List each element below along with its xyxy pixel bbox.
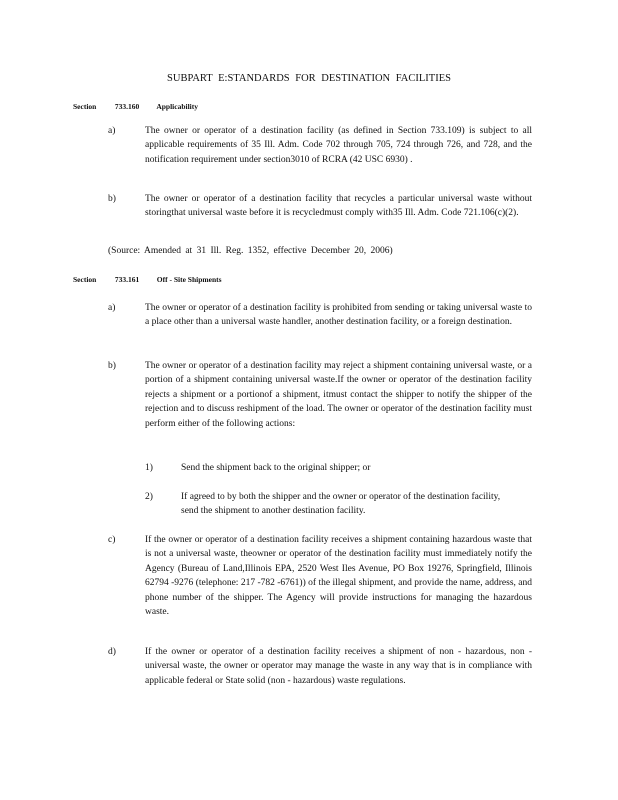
paragraph-marker: b): [108, 194, 116, 204]
paragraph-text: If the owner or operator of a destination facility receives a shipment of non - hazardous, non -universal waste, the owner or operator may manage the waste in any way that is in compliance with applicable federal or State solid (non - hazardous) waste regulations.: [145, 647, 532, 686]
paragraph-marker: c): [108, 535, 116, 545]
paragraph-marker: a): [108, 303, 116, 313]
section-title: Off - Site Shipments: [156, 275, 222, 284]
paragraph-marker: a): [108, 126, 116, 136]
paragraph-marker: b): [108, 361, 116, 371]
section-733-161-heading: [73, 275, 222, 284]
paragraph-text: The owner or operator of a destination facility that recycles a particular universal waste without storingthat universal waste before it is recycledmust comply with35 Ill. Adm. Code 721.106(c)(2).: [145, 194, 532, 219]
subparagraph-marker: 1): [145, 463, 153, 473]
subparagraph-text: Send the shipment back to the original shipper; or: [181, 463, 371, 473]
section-number: 733.161: [114, 275, 140, 284]
paragraph-text: The owner or operator of a destination facility may reject a shipment containing universal waste, or a portion of a shipment containing universal waste.If the owner or operator of the destination facility rejects a shipment or a portionof a shipment, itmust contact the shipper to notify the shipper of the rejection and to discuss reshipment of the load. The owner or operator of the destination facility must perform either of the following actions:: [145, 361, 532, 429]
section-label: Section: [73, 102, 97, 111]
section-733-160-heading: [73, 102, 198, 111]
subparagraph-marker: 2): [145, 492, 153, 502]
source-note: (Source: Amended at 31 Ill. Reg. 1352, effective December 20, 2006): [108, 246, 393, 256]
section-number: 733.160: [114, 102, 140, 111]
subpart-title: SUBPART E:STANDARDS FOR DESTINATION FACILITIES: [167, 73, 451, 84]
paragraph-text: The owner or operator of a destination facility is prohibited from sending or taking universal waste to a place other than a universal waste handler, another destination facility, or a foreign destination.: [145, 303, 532, 328]
paragraph-marker: d): [108, 647, 116, 657]
section-label: Section: [73, 275, 97, 284]
section-title: Applicability: [156, 102, 199, 111]
subparagraph-text: If agreed to by both the shipper and the owner or operator of the destination facility, send the shipment to another destination facility.: [181, 492, 501, 517]
paragraph-text: If the owner or operator of a destination facility receives a shipment containing hazardous waste that is not a universal waste, theowner or operator of the destination facility must immediately notify the Agency (Bureau of Land,Illinois EPA, 2520 West Iles Avenue, PO Box 19276, Springfield, Illinois 62794 -9276 (telephone: 217 -782 -6761)) of the illegal shipment, and provide the name, address, and phone number of the shipper. The Agency will provide instructions for managing the hazardous waste.: [145, 535, 532, 618]
paragraph-text: The owner or operator of a destination facility (as defined in Section 733.109) is subject to all applicable requirements of 35 Ill. Adm. Code 702 through 705, 724 through 726, and 728, and the notification requirement under section3010 of RCRA (42 USC 6930) .: [145, 126, 532, 165]
